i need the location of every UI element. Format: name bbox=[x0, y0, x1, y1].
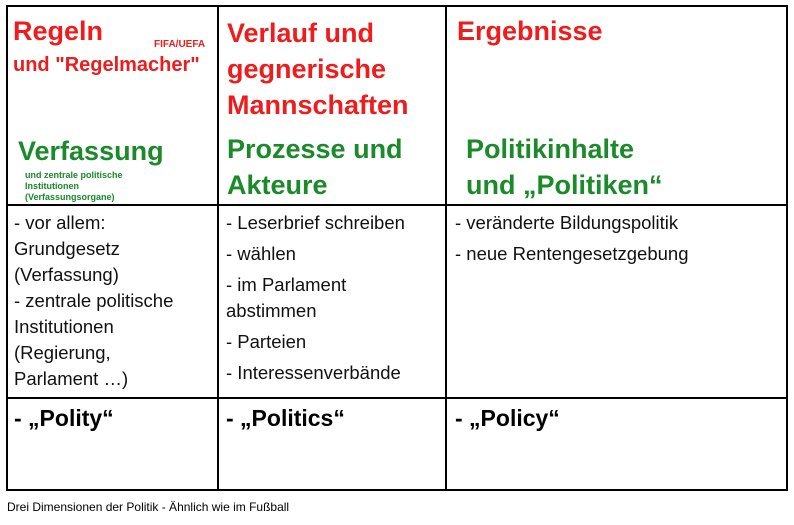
col1-subheading-red: und "Regelmacher" bbox=[13, 54, 200, 76]
col3-heading-red: Ergebnisse bbox=[457, 16, 603, 46]
heading-line: Prozesse und bbox=[227, 134, 403, 164]
heading-line: gegnerische bbox=[227, 54, 387, 84]
list-item: - im Parlament bbox=[226, 274, 347, 295]
caption: Drei Dimensionen der Politik - Ähnlich wie im Fußball bbox=[7, 500, 290, 514]
list-item: abstimmen bbox=[226, 300, 317, 321]
dimension-policy: - „Policy“ bbox=[455, 405, 560, 431]
heading-line: Verlauf und bbox=[227, 18, 375, 48]
heading-line: Akteure bbox=[227, 170, 328, 200]
list-item: Grundgesetz bbox=[14, 238, 120, 259]
column-divider bbox=[445, 7, 447, 489]
heading-line: Mannschaften bbox=[227, 90, 409, 120]
col2-heading-green bbox=[227, 131, 403, 203]
row-divider bbox=[8, 397, 786, 399]
col3-items bbox=[455, 210, 689, 267]
list-item: - Leserbrief schreiben bbox=[226, 212, 405, 233]
row-divider bbox=[8, 204, 786, 206]
small-note-line: und zentrale politische bbox=[25, 170, 123, 180]
list-item: - Interessenverbände bbox=[226, 362, 401, 383]
column-divider bbox=[217, 7, 219, 489]
fifa-note: FIFA/UEFA bbox=[154, 39, 206, 50]
list-item: - neue Rentengesetzgebung bbox=[455, 243, 689, 264]
politics-dimensions-table bbox=[6, 5, 788, 491]
list-item: - zentrale politische bbox=[14, 290, 174, 311]
list-item: - Parteien bbox=[226, 331, 307, 352]
list-item: (Regierung, bbox=[14, 342, 111, 363]
list-item: Institutionen bbox=[14, 316, 114, 337]
col1-heading-green: Verfassung bbox=[18, 136, 164, 166]
col1-small-note bbox=[25, 170, 123, 203]
col3-heading-green bbox=[466, 131, 663, 203]
small-note-line: (Verfassungsorgane) bbox=[25, 192, 115, 202]
col1-heading-red: Regeln bbox=[13, 16, 104, 46]
list-item: - wählen bbox=[226, 243, 296, 264]
list-item: - vor allem: bbox=[14, 212, 106, 233]
list-item: (Verfassung) bbox=[14, 264, 119, 285]
col2-heading-red bbox=[227, 15, 409, 123]
small-note-line: Institutionen bbox=[25, 181, 79, 191]
dimension-polity: - „Polity“ bbox=[14, 405, 114, 431]
list-item: - veränderte Bildungspolitik bbox=[455, 212, 679, 233]
col2-items bbox=[226, 210, 405, 386]
dimension-politics: - „Politics“ bbox=[226, 405, 345, 431]
col1-items bbox=[14, 210, 173, 392]
heading-line: Politikinhalte bbox=[466, 134, 635, 164]
list-item: Parlament …) bbox=[14, 368, 129, 389]
heading-line: und „Politiken“ bbox=[466, 170, 663, 200]
